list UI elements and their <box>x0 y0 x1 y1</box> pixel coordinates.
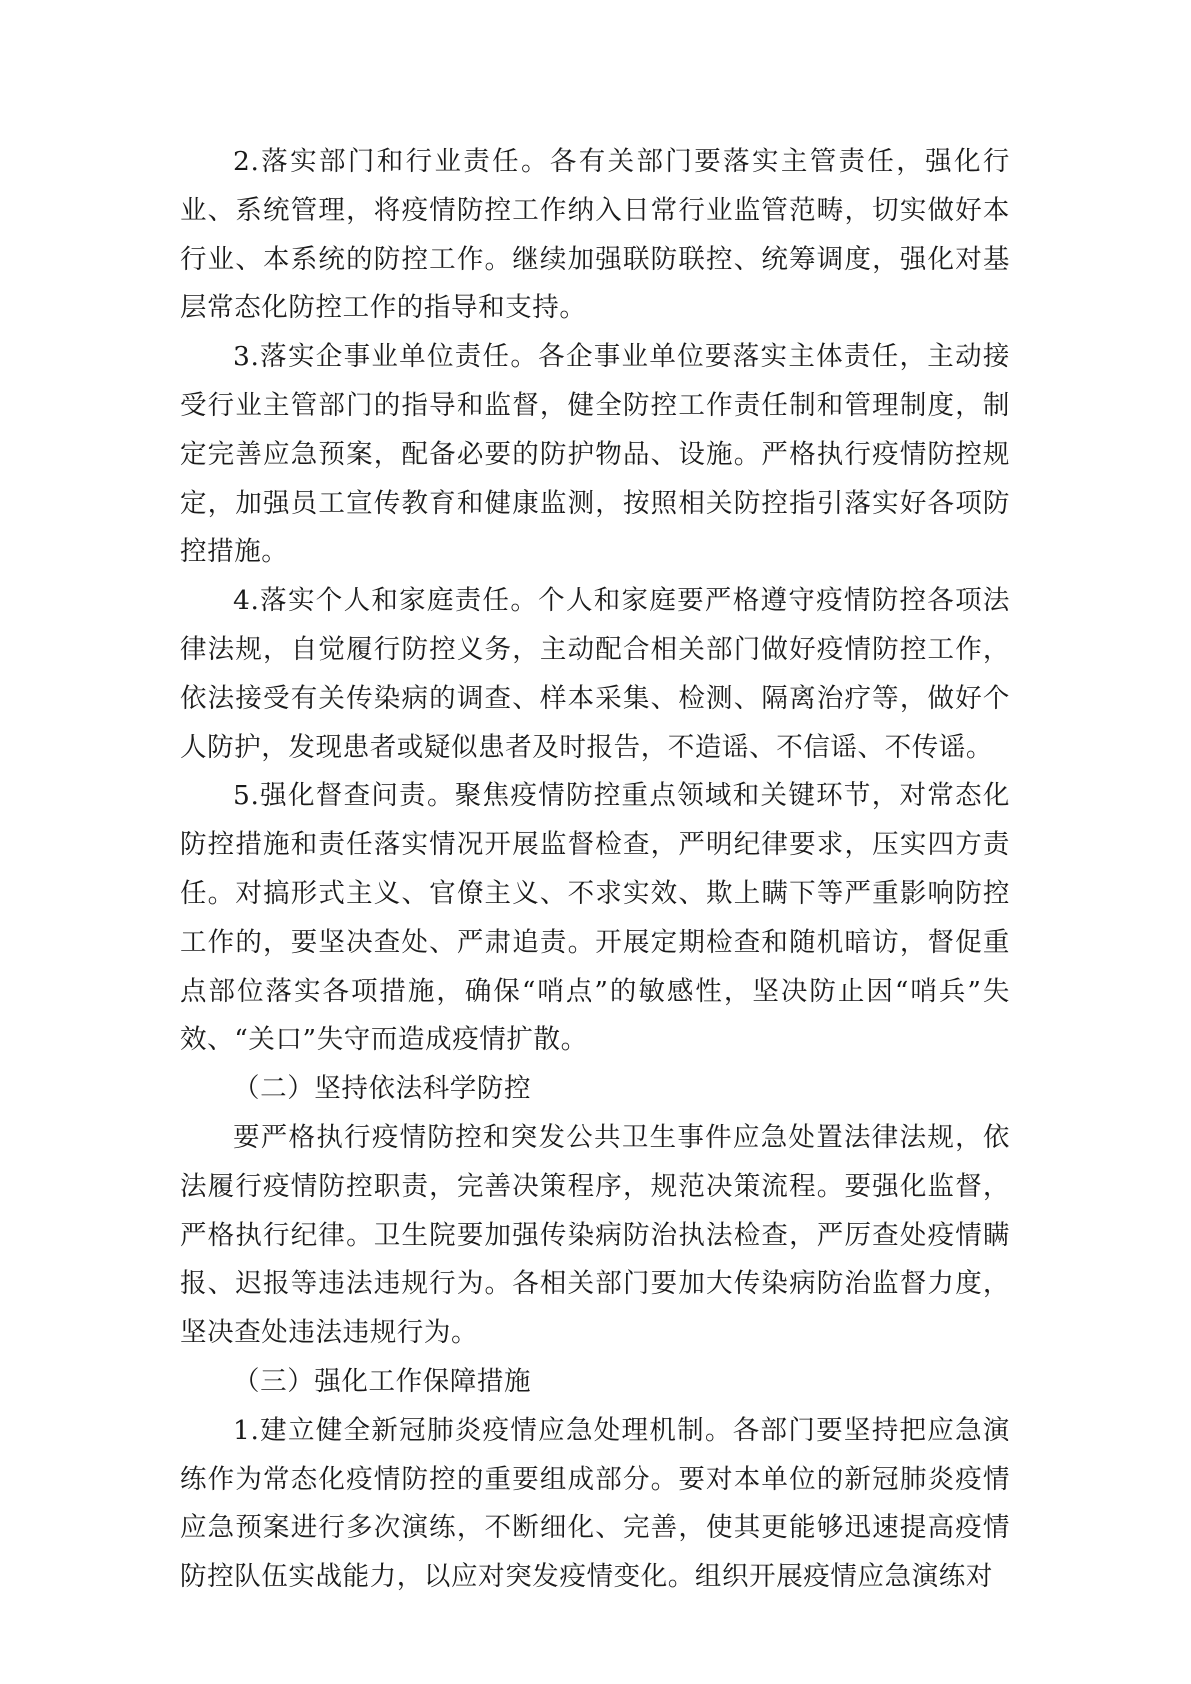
document-body <box>180 138 1010 1602</box>
section-heading-work-guarantee: （三）强化工作保障措施 <box>233 1365 532 1397</box>
paragraph-emergency-mechanism: 1.建立健全新冠肺炎疫情应急处理机制。各部门要坚持把应急演练作为常态化疫情防控的重要组成部分。要对本单位的新冠肺炎疫情应急预案进行多次演练，不断细化、完善，使其更能够迅速提高疫情防控队伍实战能力，以应对突发疫情变化。组织开展疫情应急演练对 <box>180 1414 1010 1593</box>
paragraph-law-science: 要严格执行疫情防控和突发公共卫生事件应急处置法律法规，依法履行疫情防控职责，完善决策程序，规范决策流程。要强化监督，严格执行纪律。卫生院要加强传染病防治执法检查，严厉查处疫情瞒报、迟报等违法违规行为。各相关部门要加大传染病防治监督力度，坚决查处违法违规行为。 <box>180 1121 1010 1349</box>
section-heading-law-science: （二）坚持依法科学防控 <box>233 1073 532 1105</box>
paragraph-responsibility-departments: 2.落实部门和行业责任。各有关部门要落实主管责任，强化行业、系统管理，将疫情防控工作纳入日常行业监管范畴，切实做好本行业、本系统的防控工作。继续加强联防联控、统筹调度，强化对基层常态化防控工作的指导和支持。 <box>180 146 1010 324</box>
paragraph-responsibility-enterprises: 3.落实企事业单位责任。各企事业单位要落实主体责任，主动接受行业主管部门的指导和监督，健全防控工作责任制和管理制度，制定完善应急预案，配备必要的防护物品、设施。严格执行疫情防控规定，加强员工宣传教育和健康监测，按照相关防控指引落实好各项防控措施。 <box>180 341 1010 568</box>
paragraph-responsibility-individuals: 4.落实个人和家庭责任。个人和家庭要严格遵守疫情防控各项法律法规，自觉履行防控义务，主动配合相关部门做好疫情防控工作，依法接受有关传染病的调查、样本采集、检测、隔离治疗等，做好个人防护，发现患者或疑似患者及时报告，不造谣、不信谣、不传谣。 <box>180 585 1010 763</box>
paragraph-supervision-accountability: 5.强化督查问责。聚焦疫情防控重点领域和关键环节，对常态化防控措施和责任落实情况开展监督检查，严明纪律要求，压实四方责任。对搞形式主义、官僚主义、不求实效、欺上瞒下等严重影响防控工作的，要坚决查处、严肃追责。开展定期检查和随机暗访，督促重点部位落实各项措施，确保“哨点”的敏感性，坚决防止因“哨兵”失效、“关口”失守而造成疫情扩散。 <box>180 780 1010 1056</box>
